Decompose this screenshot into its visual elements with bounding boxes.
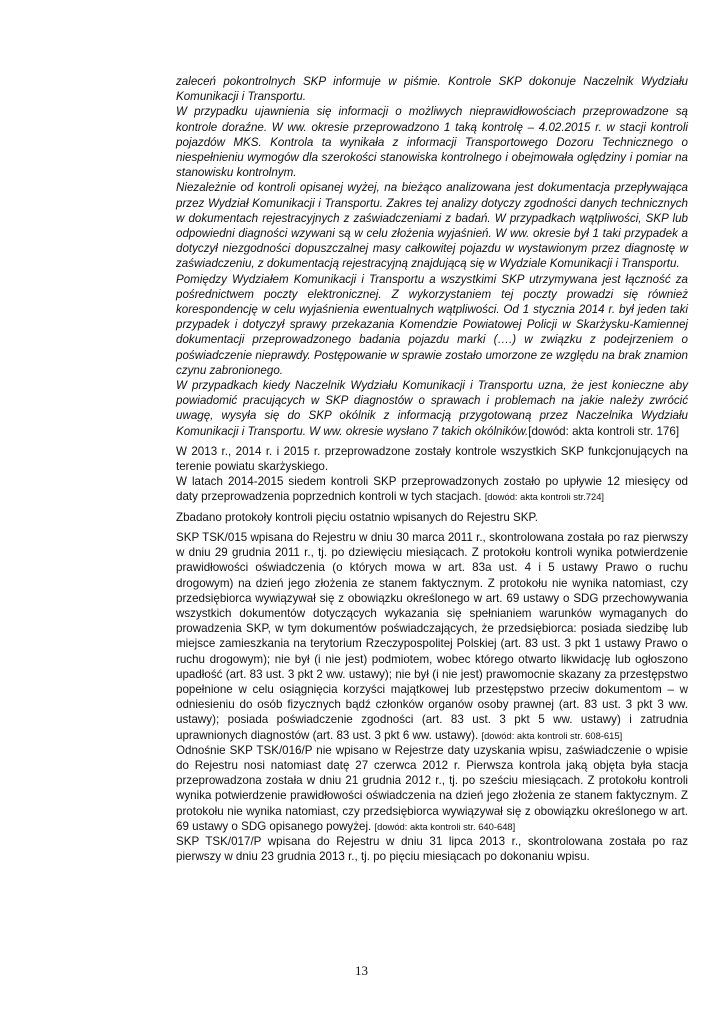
paragraph-skp-015: [176, 530, 688, 743]
paragraph-italic-1: zaleceń pokontrolnych SKP informuje w piśmie. Kontrole SKP dokonuje Naczelnik Wydziału Komunikacji i Transportu.: [176, 75, 688, 104]
paragraph-circulars-text: W przypadkach kiedy Naczelnik Wydziału Komunikacji i Transportu uzna, że jest konieczne aby powiadomić pracujących w SKP diagnostów o sprawach i problemach na jakie należy zwrócić uwagę, wysyła się do SKP okólnik z informacją przygotowaną przez Naczelnika Wydziału Komunikacji i Transportu. W ww. okresie wysłano 7 takich okólników.: [176, 379, 688, 438]
paragraph-skp-017: SKP TSK/017/P wpisana do Rejestru w dniu 31 lipca 2013 r., skontrolowana została po raz pierwszy w dniu 23 grudnia 2013 r., tj. po pięciu miesiącach po dokonaniu wpisu.: [176, 834, 688, 864]
document-text: [176, 74, 688, 864]
evidence-reference: [dowód: akta kontroli str. 608-615]: [481, 729, 623, 741]
paragraph-italic-3: Niezależnie od kontroli opisanej wyżej, na bieżąco analizowana jest dokumentacja przepływająca przez Wydział Komunikacji i Transportu. Zakres tej analizy dotyczy zgodności danych technicznych w dokumentach rejestracyjnych z zaświadczeniami z badań. W przypadkach wątpliwości, SKP lub odpowiedni diagności wzywani są w celu złożenia wyjaśnień. W ww. okresie był 1 taki przypadek a dotyczył niezgodności dopuszczalnej masy całkowitej pojazdu w wystawionym przez diagnostę w zaświadczeniu, z dokumentacją rejestracyjną znajdującą się w Wydziale Komunikacji i Transportu.: [176, 181, 688, 271]
paragraph-italic-4: Pomiędzy Wydziałem Komunikacji i Transportu a wszystkimi SKP utrzymywana jest łączność za pośrednictwem poczty elektronicznej. Z wykorzystaniem tej poczty prowadzi się również korespondencję w celu wyjaśnienia ewentualnych wątpliwości. Od 1 stycznia 2014 r. był jeden taki przypadek i dotyczył sprawy przekazania Komendzie Powiatowej Policji w Skarżysku-Kamiennej dokumentacji przeprowadzonego badania pojazdu marki (….) w związku z podejrzeniem o poświadczenie nieprawdy. Postępowanie w sprawie zostało umorzone ze względu na brak znamion czynu zabronionego.: [176, 272, 688, 377]
evidence-reference: [dowód: akta kontroli str. 640-648]: [374, 820, 516, 832]
evidence-reference: [dowód: akta kontroli str.724]: [484, 491, 605, 503]
paragraph-inspections-delay: [176, 474, 688, 504]
paragraph-circulars: [176, 378, 688, 439]
paragraph-skp-016: [176, 743, 688, 834]
paragraph-skp-016-text: Odnośnie SKP TSK/016/P nie wpisano w Rejestrze daty uzyskania wpisu, zaświadczenie o wpisie do Rejestru nosi natomiast datę 27 czerwca 2012 r. Pierwsza kontrola jaką objęta była stacja przeprowadzona została w dniu 21 grudnia 2012 r., tj. po sześciu miesiącach. Z protokołu kontroli wynika potwierdzenie prawidłowości oświadczenia na dzień jego złożenia ze stanem faktycznym. Z protokołu nie wynika natomiast, czy przedsiębiorca wywiązywał się z obowiązku określonego w art. 69 ustawy o SDG opisanego powyżej.: [176, 743, 688, 833]
evidence-reference: [dowód: akta kontroli str. 176]: [528, 424, 680, 438]
paragraph-inspections-delay-text: W latach 2014-2015 siedem kontroli SKP przeprowadzonych zostało po upływie 12 miesięcy od daty przeprowadzenia poprzednich kontroli w tych stacjach.: [176, 475, 688, 504]
page-number: 13: [355, 963, 368, 978]
paragraph-skp-015-text: SKP TSK/015 wpisana do Rejestru w dniu 30 marca 2011 r., skontrolowana została po raz pierwszy w dniu 29 grudnia 2011 r., tj. po dziewięciu miesiącach. Z protokołu kontroli wynika potwierdzenie prawidłowości oświadczenia (o których mowa w art. 83a ust. 4 i 5 ustawy Prawo o ruchu drogowym) na dzień jego złożenia ze stanem faktycznym. Z protokołu nie wynika natomiast, czy przedsiębiorca wywiązywał się z obowiązku określonego w art. 69 ustawy o SDG przechowywania wszystkich dokumentów dotyczących wykazania się spełnianiem warunków wymaganych do prowadzenia SKP, w tym dokumentów poświadczających, że przedsiębiorca: posiada siedzibę lub miejsce zamieszkania na terytorium Rzeczypospolitej Polskiej (art. 83 ust. 3 pkt 1 ustawy Prawo o ruchu drogowym); nie był (i nie jest) podmiotem, wobec którego otwarto likwidację lub ogłoszono upadłość (art. 83 ust. 3 pkt 2 ww. ustawy); nie był (i nie jest) prawomocnie skazany za przestępstwo popełnione w celu osiągnięcia korzyści majątkowej lub przestępstwo przeciw dokumentom – w odniesieniu do osób fizycznych bądź członków organów osoby prawnej (art. 83 ust. 3 pkt 3 ww. ustawy); posiada poświadczenie zgodności (art. 83 ust. 3 pkt 5 ww. ustawy) i zatrudnia uprawnionych diagnostów (art. 83 ust. 3 pkt 6 ww. ustawy).: [176, 530, 688, 742]
paragraph-inspections-all: W 2013 r., 2014 r. i 2015 r. przeprowadzone zostały kontrole wszystkich SKP funkcjonujących na terenie powiatu skarżyskiego.: [176, 444, 688, 474]
paragraph-italic-2: W przypadku ujawnienia się informacji o możliwych nieprawidłowościach przeprowadzone są kontrole doraźne. W ww. okresie przeprowadzono 1 taką kontrolę – 4.02.2015 r. w stacji kontroli pojazdów MKS. Kontrola ta wynikała z informacji Transportowego Dozoru Technicznego o niespełnieniu wymogów dla szerokości stanowiska kontrolnego i obejmowała oględziny i pomiar na stanowisku kontrolnym.: [176, 105, 688, 180]
paragraph-protocols: Zbadano protokoły kontroli pięciu ostatnio wpisanych do Rejestru SKP.: [176, 510, 538, 524]
